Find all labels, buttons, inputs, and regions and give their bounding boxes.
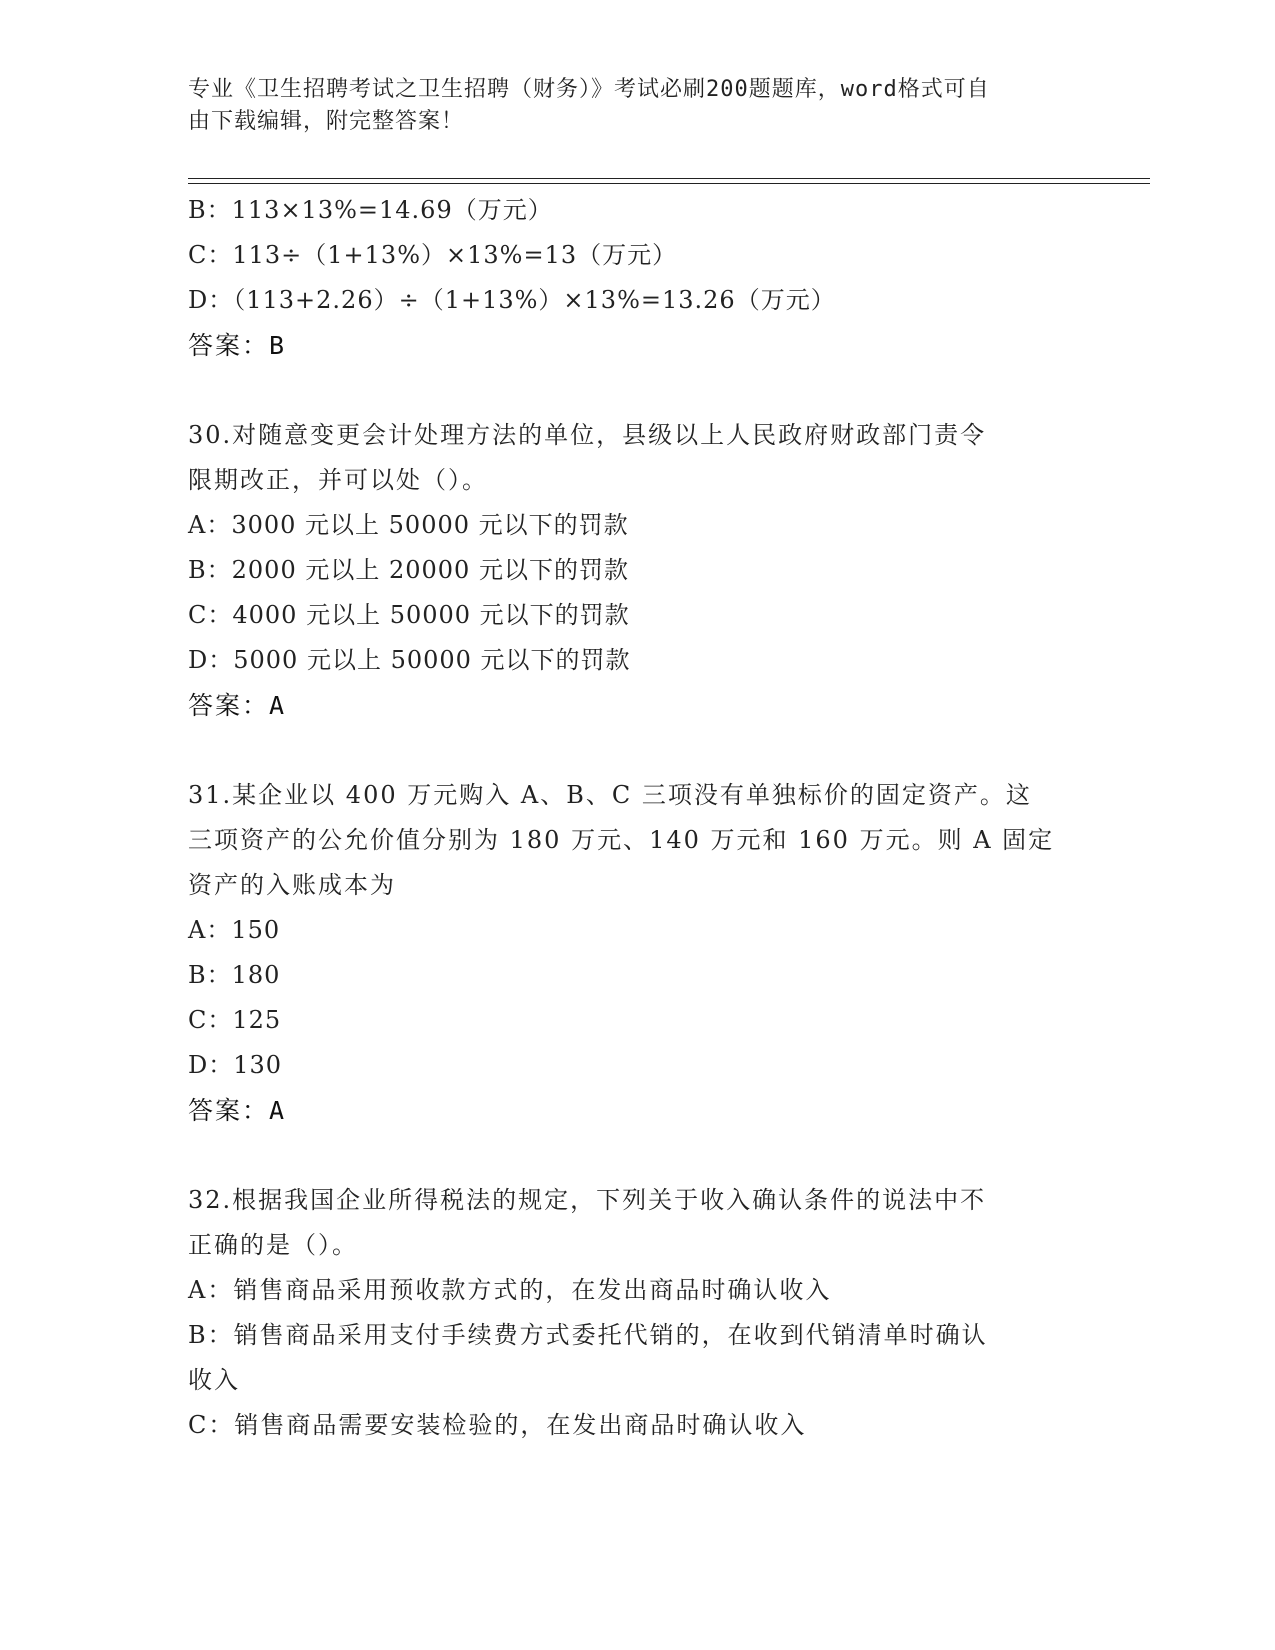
header-divider-bottom [188, 183, 1150, 184]
option-c: C：4000 元以上 50000 元以下的罚款 [188, 601, 630, 629]
option-b: B：销售商品采用支付手续费方式委托代销的，在收到代销清单时确认 [188, 1321, 988, 1349]
answer-label: 答案：A [188, 1096, 287, 1125]
document-header [188, 74, 1068, 138]
spacer [188, 728, 1088, 773]
option-c: C：113÷（1+13%）×13%=13（万元） [188, 241, 678, 269]
question-text-line: 三项资产的公允价值分别为 180 万元、140 万元和 160 万元。则 A 固定 [188, 826, 1055, 854]
option-d: D：（113+2.26）÷（1+13%）×13%=13.26（万元） [188, 286, 836, 314]
question-text-line: 资产的入账成本为 [188, 871, 396, 899]
answer-label: 答案：B [188, 331, 287, 360]
question-30 [188, 413, 1088, 728]
option-d: D：130 [188, 1051, 283, 1079]
option-c: C：125 [188, 1006, 282, 1034]
header-divider-top [188, 178, 1150, 179]
option-c: C：销售商品需要安装检验的，在发出商品时确认收入 [188, 1411, 807, 1439]
question-text-line: 30.对随意变更会计处理方法的单位，县级以上人民政府财政部门责令 [188, 421, 987, 449]
question-content [188, 188, 1088, 1448]
answer-label: 答案：A [188, 691, 287, 720]
option-b: B：180 [188, 961, 281, 989]
question-text-line: 正确的是（）。 [188, 1231, 358, 1259]
option-a: A：3000 元以上 50000 元以下的罚款 [188, 511, 629, 539]
question-text-line: 限期改正，并可以处（）。 [188, 466, 488, 494]
option-a: A：销售商品采用预收款方式的，在发出商品时确认收入 [188, 1276, 832, 1304]
option-b-continued: 收入 [188, 1366, 240, 1394]
question-text-line: 32.根据我国企业所得税法的规定，下列关于收入确认条件的说法中不 [188, 1186, 987, 1214]
spacer [188, 368, 1088, 413]
option-a: A：150 [188, 916, 281, 944]
prev-question [188, 188, 1088, 368]
spacer [188, 1133, 1088, 1178]
question-text-line: 31.某企业以 400 万元购入 A、B、C 三项没有单独标价的固定资产。这 [188, 781, 1032, 809]
option-b: B：2000 元以上 20000 元以下的罚款 [188, 556, 629, 584]
question-31 [188, 773, 1088, 1133]
header-line-2: 由下载编辑，附完整答案！ [188, 109, 465, 134]
option-b: B：113×13%=14.69（万元） [188, 196, 553, 224]
header-line-1: 专业《卫生招聘考试之卫生招聘（财务）》考试必刷200题题库，word格式可自 [188, 77, 990, 102]
option-d: D：5000 元以上 50000 元以下的罚款 [188, 646, 631, 674]
question-32 [188, 1178, 1088, 1448]
